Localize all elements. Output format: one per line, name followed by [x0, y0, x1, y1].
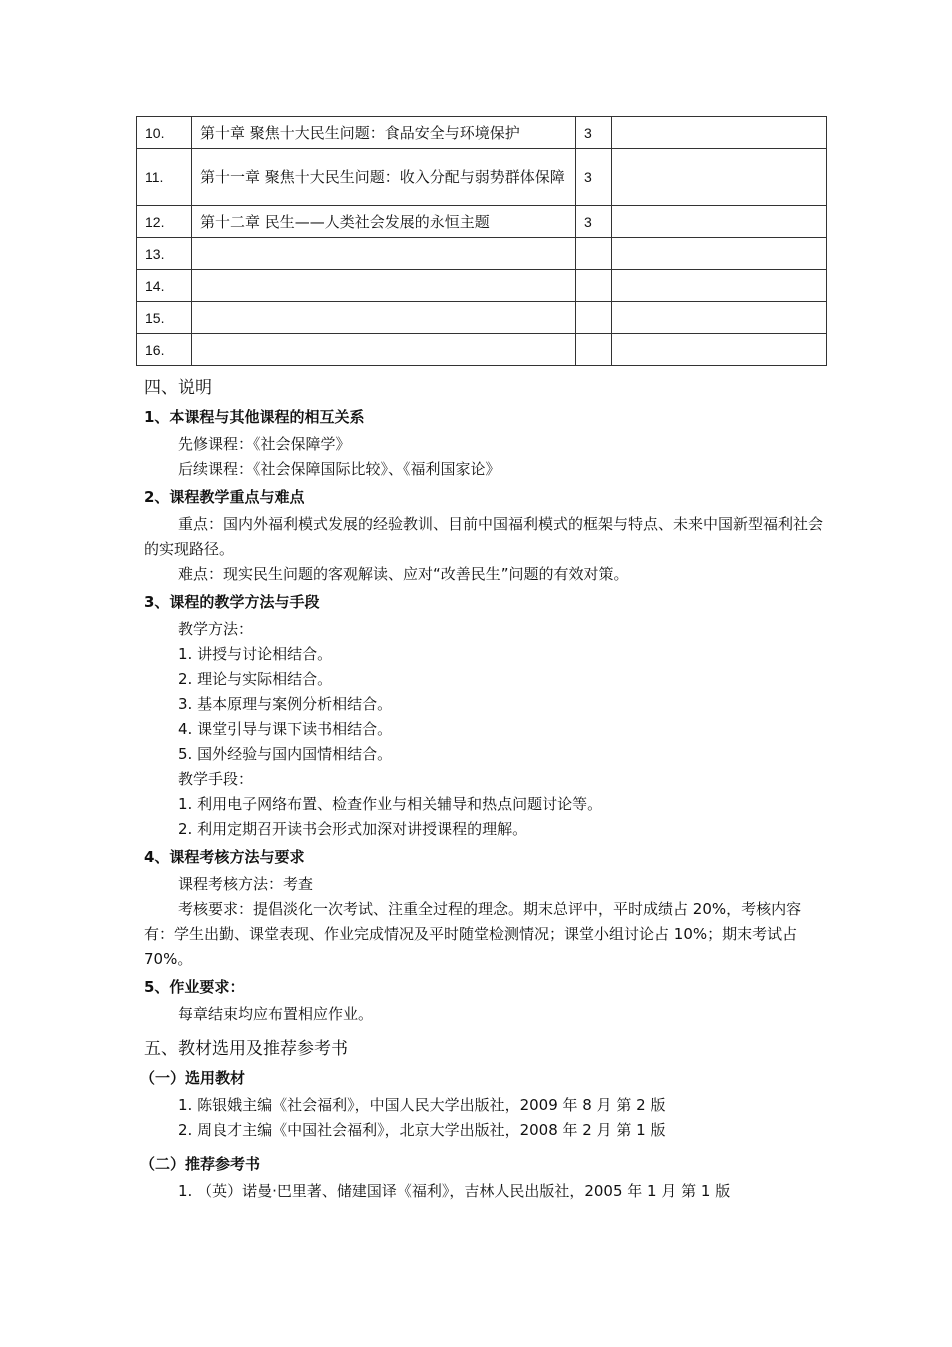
subsection-heading-assessment: 4、课程考核方法与要求 — [144, 848, 305, 866]
row-number: 11. — [137, 149, 192, 206]
table-row — [137, 149, 827, 206]
means-label: 教学手段： — [178, 770, 254, 788]
chapter-hours — [576, 302, 612, 334]
row-number: 15. — [137, 302, 192, 334]
row-number: 14. — [137, 270, 192, 302]
prerequisite-course: 先修课程：《社会保障学》 — [178, 435, 351, 453]
list-item: 1. 讲授与讨论相结合。 — [178, 645, 333, 663]
subsection-heading-course-relations: 1、本课程与其他课程的相互关系 — [144, 408, 365, 426]
chapter-hours: 3 — [576, 206, 612, 238]
row-number: 10. — [137, 117, 192, 149]
subsection-heading-key-points: 2、课程教学重点与难点 — [144, 488, 305, 506]
chapter-hours — [576, 270, 612, 302]
methods-label: 教学方法： — [178, 620, 254, 638]
chapter-hours: 3 — [576, 149, 612, 206]
chapter-note — [612, 334, 827, 366]
follow-up-courses: 后续课程：《社会保障国际比较》、《福利国家论》 — [178, 460, 501, 478]
subsection-heading-references: （二）推荐参考书 — [140, 1155, 261, 1173]
list-item: 4. 课堂引导与课下读书相结合。 — [178, 720, 393, 738]
chapter-note — [612, 238, 827, 270]
homework-text: 每章结束均应布置相应作业。 — [178, 1005, 374, 1023]
chapter-title — [192, 270, 576, 302]
chapter-hours — [576, 238, 612, 270]
assessment-method: 课程考核方法：考查 — [178, 875, 314, 893]
chapter-note — [612, 302, 827, 334]
list-item: 1. 陈银娥主编《社会福利》，中国人民大学出版社，2009 年 8 月 第 2 版 — [178, 1096, 666, 1114]
chapter-note — [612, 270, 827, 302]
list-item: 5. 国外经验与国内国情相结合。 — [178, 745, 393, 763]
chapter-note — [612, 117, 827, 149]
subsection-heading-selected-textbooks: （一）选用教材 — [140, 1069, 246, 1087]
list-item: 2. 理论与实际相结合。 — [178, 670, 333, 688]
section-heading-textbooks: 五、教材选用及推荐参考书 — [144, 1039, 348, 1059]
table-row — [137, 270, 827, 302]
table-row — [137, 206, 827, 238]
table-row — [137, 302, 827, 334]
table-row — [137, 238, 827, 270]
list-item: 1. 利用电子网络布置、检查作业与相关辅导和热点问题讨论等。 — [178, 795, 603, 813]
key-points-text: 重点：国内外福利模式发展的经验教训、目前中国福利模式的框架与特点、未来中国新型福利社会的实现路径。 — [144, 515, 824, 558]
list-item: 2. 利用定期召开读书会形式加深对讲授课程的理解。 — [178, 820, 528, 838]
chapter-title — [192, 334, 576, 366]
subsection-heading-homework: 5、作业要求： — [144, 978, 245, 996]
table-row — [137, 117, 827, 149]
chapter-note — [612, 149, 827, 206]
chapter-title: 第十章 聚焦十大民生问题：食品安全与环境保护 — [192, 117, 576, 149]
chapter-note — [612, 206, 827, 238]
list-item: 1. （英）诺曼·巴里著、储建国译《福利》，吉林人民出版社，2005 年 1 月 第 1 版 — [178, 1182, 731, 1200]
chapter-title: 第十二章 民生——人类社会发展的永恒主题 — [192, 206, 576, 238]
chapter-title — [192, 302, 576, 334]
schedule-table — [136, 116, 827, 366]
chapter-title: 第十一章 聚焦十大民生问题：收入分配与弱势群体保障 — [192, 149, 576, 206]
row-number: 16. — [137, 334, 192, 366]
chapter-hours: 3 — [576, 117, 612, 149]
section-heading-notes: 四、说明 — [144, 378, 212, 398]
chapter-title — [192, 238, 576, 270]
table-row — [137, 334, 827, 366]
list-item: 2. 周良才主编《中国社会福利》，北京大学出版社，2008 年 2 月 第 1 版 — [178, 1121, 666, 1139]
list-item: 3. 基本原理与案例分析相结合。 — [178, 695, 393, 713]
row-number: 13. — [137, 238, 192, 270]
assessment-requirement: 考核要求：提倡淡化一次考试、注重全过程的理念。期末总评中，平时成绩占 20%，考核内容有：学生出勤、课堂表现、作业完成情况及平时随堂检测情况；课堂小组讨论占 10%；期末考试占 70%。 — [144, 900, 802, 968]
document-body — [140, 376, 824, 1204]
difficult-points-text: 难点：现实民生问题的客观解读、应对“改善民生”问题的有效对策。 — [178, 565, 629, 583]
subsection-heading-teaching-methods: 3、课程的教学方法与手段 — [144, 593, 320, 611]
row-number: 12. — [137, 206, 192, 238]
schedule-table-body — [137, 117, 827, 366]
chapter-hours — [576, 334, 612, 366]
